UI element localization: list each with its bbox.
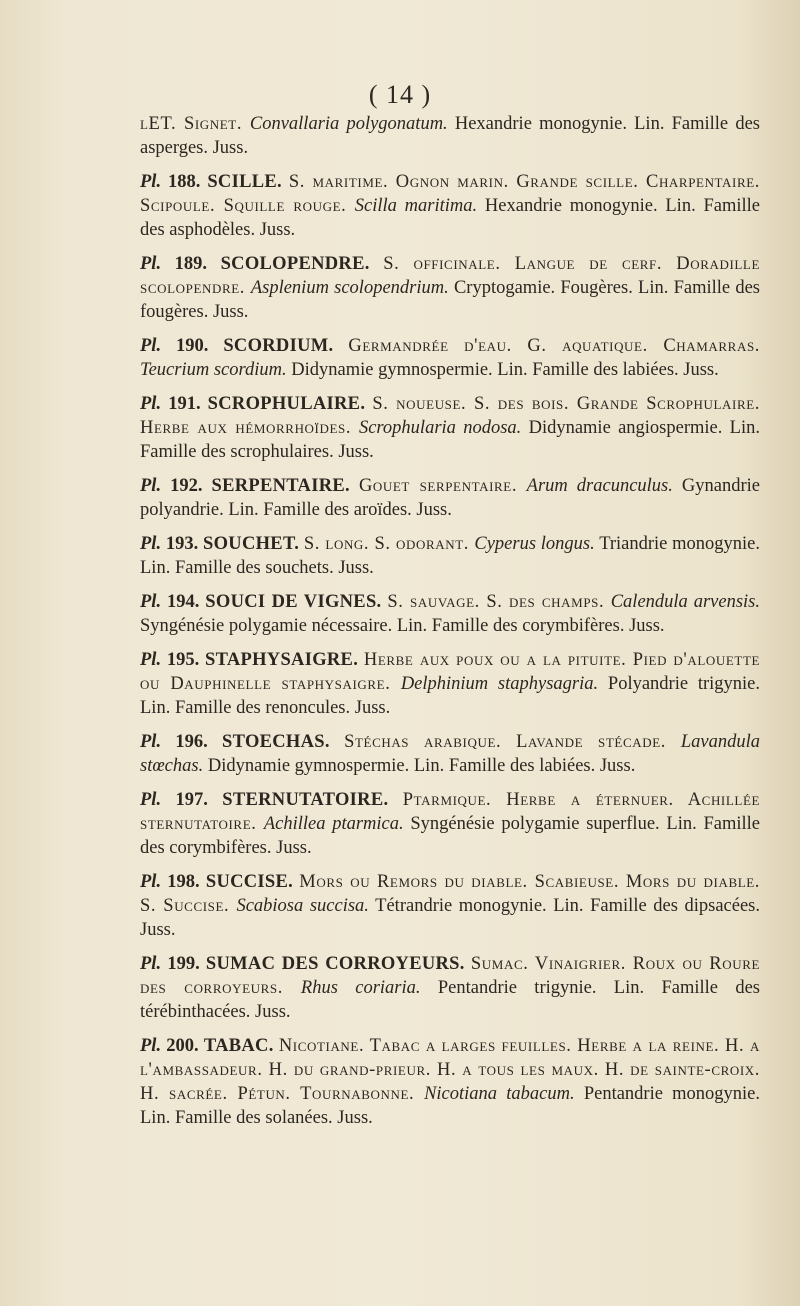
- entry-plate-label: Pl.: [140, 732, 162, 752]
- entry-headword: SCOLOPENDRE.: [220, 254, 370, 274]
- entry-latin-name: Teucrium scordium.: [140, 360, 287, 380]
- entry-plate-label: Pl.: [140, 650, 162, 670]
- entry-headword: SUCCISE.: [205, 872, 294, 892]
- entry-latin-name: Scilla maritima.: [354, 196, 478, 216]
- entry-number: 197.: [175, 790, 208, 810]
- entry-plate-label: Pl.: [140, 790, 162, 810]
- entry-plate-label: Pl.: [140, 534, 162, 554]
- entry-common-names: S. noueuse. S. des bois. Grande Scrophulaire. Herbe aux hémorrhoïdes.: [140, 394, 760, 438]
- entry-195: [140, 648, 760, 720]
- entry-plate-label: Pl.: [140, 394, 162, 414]
- entry-continuation: [140, 112, 760, 160]
- entry-number: 189.: [174, 254, 208, 274]
- entry-number: 188.: [168, 172, 201, 192]
- entry-headword: STERNUTATOIRE.: [222, 790, 389, 810]
- entry-common-names: Stéchas arabique. Lavande stécade.: [344, 732, 681, 752]
- entry-classification: Syngénésie polygamie superflue. Lin. Famille des corymbifères. Juss.: [140, 814, 760, 858]
- entry-194: [140, 590, 760, 638]
- entry-number: 198.: [167, 872, 200, 892]
- entry-plate-label: Pl.: [140, 254, 162, 274]
- entry-headword: SERPENTAIRE.: [211, 476, 350, 496]
- entry-classification: Polyandrie trigynie. Lin. Famille des renoncules. Juss.: [140, 674, 761, 718]
- entry-headword: SUMAC DES CORROYEURS.: [205, 954, 465, 974]
- entry-latin-name: Nicotiana tabacum.: [424, 1084, 575, 1104]
- entry-common-names: Germandrée d'eau. G. aquatique. Chamarras.: [348, 336, 760, 356]
- entry-188: [140, 170, 760, 242]
- entry-common-names: Ptarmique. Herbe a éternuer. Achillée sternutatoire.: [140, 790, 761, 834]
- entry-classification: Tétrandrie monogynie. Lin. Famille des dipsacées. Juss.: [140, 896, 761, 940]
- entry-plate-label: Pl.: [140, 954, 162, 974]
- entry-common-names: S. long. S. odorant.: [303, 534, 475, 554]
- entry-classification: Hexandrie monogynie. Lin. Famille des asperges. Juss.: [140, 114, 760, 158]
- entry-200: [140, 1034, 760, 1130]
- entry-classification: Syngénésie polygamie nécessaire. Lin. Famille des corymbifères. Juss.: [140, 616, 665, 636]
- entry-latin-name: Scrophularia nodosa.: [358, 418, 522, 438]
- entry-189: [140, 252, 760, 324]
- entry-classification: Didynamie angiospermie. Lin. Famille des scrophulaires. Juss.: [140, 418, 760, 462]
- entry-number: 195.: [166, 650, 200, 670]
- entry-plate-label: Pl.: [140, 336, 162, 356]
- entry-plate-label: Pl.: [140, 476, 162, 496]
- entry-197: [140, 788, 760, 860]
- entry-latin-name: Arum dracunculus.: [526, 476, 673, 496]
- entry-latin-name: Lavandula stœchas.: [140, 732, 761, 776]
- entry-common-names: S. officinale. Langue de cerf. Doradille scolopendre.: [140, 254, 760, 298]
- entry-headword: SCORDIUM.: [223, 336, 334, 356]
- entry-headword: SCROPHULAIRE.: [207, 394, 366, 414]
- entry-common-names: Herbe aux poux ou a la pituite. Pied d'alouette ou Dauphinelle staphysaigre.: [140, 650, 761, 694]
- entry-latin-name: Rhus coriaria.: [300, 978, 421, 998]
- entry-classification: Cryptogamie. Fougères. Lin. Famille des fougères. Juss.: [140, 278, 760, 322]
- entry-number: 199.: [167, 954, 200, 974]
- entry-number: 192.: [170, 476, 203, 496]
- entry-plate-label: Pl.: [140, 172, 162, 192]
- entry-classification: Triandrie monogynie. Lin. Famille des souchets. Juss.: [140, 534, 761, 578]
- entry-196: [140, 730, 760, 778]
- entry-classification: Pentandrie trigynie. Lin. Famille des térébinthacées. Juss.: [140, 978, 760, 1022]
- entry-198: [140, 870, 760, 942]
- entry-number: 190.: [176, 336, 209, 356]
- page-number: ( 14 ): [368, 80, 432, 109]
- entry-headword: SOUCHET.: [203, 534, 300, 554]
- entry-classification: Didynamie gymnospermie. Lin. Famille des labiées. Juss.: [203, 756, 636, 776]
- entry-classification: Gynandrie polyandrie. Lin. Famille des aroïdes. Juss.: [140, 476, 760, 520]
- entry-192: [140, 474, 760, 522]
- entry-headword: TABAC.: [203, 1036, 274, 1056]
- entry-common-names: Mors ou Remors du diable. Scabieuse. Mors du diable. S. Succise.: [140, 872, 761, 916]
- entry-number: 196.: [175, 732, 208, 752]
- entry-number: 200.: [166, 1036, 199, 1056]
- entry-plate-label: Pl.: [140, 872, 162, 892]
- entry-latin-name: Asplenium scolopendrium.: [250, 278, 449, 298]
- entry-common-names: S. maritime. Ognon marin. Grande scille. Charpentaire. Scipoule. Squille rouge.: [140, 172, 761, 216]
- entry-common-names: Gouet serpentaire.: [358, 476, 527, 496]
- entry-common-names: lET. Signet.: [140, 114, 250, 134]
- entry-number: 193.: [165, 534, 199, 554]
- entry-common-names: S. sauvage. S. des champs.: [387, 592, 611, 612]
- entry-latin-name: Convallaria polygonatum.: [249, 114, 448, 134]
- entry-latin-name: Delphinium staphysagria.: [400, 674, 599, 694]
- entry-plate-label: Pl.: [140, 1036, 162, 1056]
- entry-headword: STAPHYSAIGRE.: [204, 650, 359, 670]
- entry-190: [140, 334, 760, 382]
- entry-common-names: Nicotiane. Tabac a larges feuilles. Herbe a la reine. H. a l'ambassadeur. H. du grand-prieur. H. a tous les maux. H. de sainte-croix. H. sacrée. Pétun. Tournabonne.: [140, 1036, 761, 1104]
- entry-classification: Pentandrie monogynie. Lin. Famille des solanées. Juss.: [140, 1084, 761, 1128]
- entry-latin-name: Cyperus longus.: [474, 534, 595, 554]
- entry-classification: Didynamie gymnospermie. Lin. Famille des labiées. Juss.: [286, 360, 719, 380]
- entry-classification: Hexandrie monogynie. Lin. Famille des asphodèles. Juss.: [140, 196, 760, 240]
- entry-plate-label: Pl.: [140, 592, 162, 612]
- entry-headword: STOECHAS.: [222, 732, 330, 752]
- entry-latin-name: Scabiosa succisa.: [236, 896, 369, 916]
- entry-191: [140, 392, 760, 464]
- entry-number: 191.: [168, 394, 201, 414]
- entry-common-names: Sumac. Vinaigrier. Roux ou Roure des corroyeurs.: [140, 954, 761, 998]
- entry-number: 194.: [167, 592, 200, 612]
- entry-193: [140, 532, 760, 580]
- entry-headword: SCILLE.: [207, 172, 282, 192]
- entry-latin-name: Achillea ptarmica.: [263, 814, 404, 834]
- entry-latin-name: Calendula arvensis.: [610, 592, 761, 612]
- entry-199: [140, 952, 760, 1024]
- entry-list: [140, 112, 760, 1140]
- entry-headword: SOUCI DE VIGNES.: [205, 592, 382, 612]
